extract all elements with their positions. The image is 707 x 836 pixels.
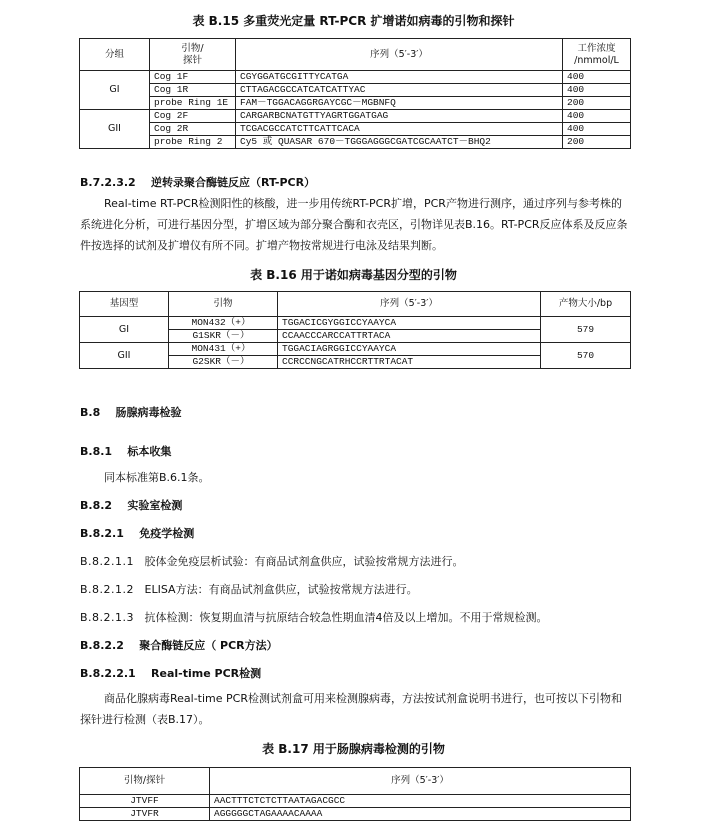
- section-title: 标本收集: [127, 445, 172, 458]
- sequence-cell: CGYGGATGCGITTYCATGA: [236, 71, 563, 84]
- col-size-header: 产物大小/bp: [541, 292, 631, 317]
- table-row: [80, 110, 631, 123]
- conc-cell: 200: [563, 97, 631, 110]
- primer-cell: Cog 1R: [150, 84, 236, 97]
- table-b15-caption: 表 B.15 多重荧光定量 RT-PCR 扩增诺如病毒的引物和探针: [192, 14, 515, 28]
- table-b16: [79, 291, 631, 369]
- table-row: [80, 123, 631, 136]
- conc-cell: 400: [563, 110, 631, 123]
- table-row: [80, 71, 631, 84]
- table-row: [80, 343, 631, 356]
- section-heading-b822: [80, 637, 278, 653]
- sequence-cell: FAM－TGGACAGGRGAYCGC－MGBNFQ: [236, 97, 563, 110]
- primer-cell: Cog 1F: [150, 71, 236, 84]
- col-conc-header: [563, 39, 631, 71]
- col-primer-header: [150, 39, 236, 71]
- sequence-cell: CCAACCCARCCATTRTACA: [278, 330, 541, 343]
- section-heading-b8: [80, 404, 182, 420]
- section-title: Real-time PCR检测: [151, 667, 262, 680]
- col-primer-header: 引物/探针: [80, 768, 210, 795]
- section-heading-b7232: [80, 174, 315, 190]
- section-heading-b821: [80, 525, 194, 541]
- item-text: 抗体检测：恢复期血清与抗原结合较急性期血清4倍及以上增加。不用于常规检测。: [144, 611, 548, 624]
- sequence-cell: Cy5 或 QUASAR 670－TGGGAGGGCGATCGCAATCT－BHQ2: [236, 136, 563, 149]
- col-sequence-header: 序列（5′-3′）: [236, 39, 563, 71]
- sequence-cell: CCRCCNGCATRHCCRTTRTACAT: [278, 356, 541, 369]
- item-number: B.8.2.1.2: [80, 583, 135, 596]
- section-title: 实验室检测: [127, 499, 183, 512]
- table-row: [80, 795, 631, 808]
- section-number: B.8: [80, 406, 101, 419]
- primer-cell: JTVFF: [80, 795, 210, 808]
- item-b8212: [80, 581, 418, 597]
- primer-cell: G1SKR（－）: [169, 330, 278, 343]
- section-title: 免疫学检测: [139, 527, 195, 540]
- table-b15: [79, 38, 631, 149]
- primer-cell: Cog 2R: [150, 123, 236, 136]
- sequence-cell: CARGARBCNATGTTYAGRTGGATGAG: [236, 110, 563, 123]
- size-cell: 570: [541, 343, 631, 369]
- col-group-header: 分组: [80, 39, 150, 71]
- section-title: 聚合酶链反应（ PCR方法）: [139, 639, 278, 652]
- sequence-cell: TGGACIAGRGGICCYAAYCA: [278, 343, 541, 356]
- primer-cell: probe Ring 2: [150, 136, 236, 149]
- conc-header-line2: /nmmol/L: [574, 54, 619, 66]
- section-heading-b81: [80, 443, 171, 459]
- table-header-row: [80, 39, 631, 71]
- genotype-cell: GI: [80, 317, 169, 343]
- table-row: [80, 97, 631, 110]
- col-primer-header: 引物: [169, 292, 278, 317]
- col-genotype-header: 基因型: [80, 292, 169, 317]
- genotype-cell: GII: [80, 343, 169, 369]
- section-heading-b8221: [80, 665, 261, 681]
- primer-cell: MON432（+）: [169, 317, 278, 330]
- sequence-cell: TGGACICGYGGICCYAAYCA: [278, 317, 541, 330]
- primer-cell: JTVFR: [80, 808, 210, 821]
- paragraph-text: 商品化腺病毒Real-time PCR检测试剂盒可用来检测腺病毒，方法按试剂盒说明书进行，也可按以下引物和探针进行检测（表B.17）。: [80, 692, 622, 726]
- section-title: 逆转录聚合酶链反应（RT-PCR）: [151, 176, 316, 189]
- item-text: ELISA方法：有商品试剂盒供应，试验按常规方法进行。: [144, 583, 418, 596]
- conc-header-line1: 工作浓度: [577, 42, 616, 54]
- section-number: B.7.2.3.2: [80, 176, 136, 189]
- sequence-cell: TCGACGCCATCTTCATTCACA: [236, 123, 563, 136]
- group-cell: GII: [80, 110, 150, 149]
- conc-cell: 200: [563, 136, 631, 149]
- conc-cell: 400: [563, 123, 631, 136]
- primer-cell: MON431（+）: [169, 343, 278, 356]
- item-number: B.8.2.1.3: [80, 611, 135, 624]
- col-sequence-header: 序列（5′-3′）: [278, 292, 541, 317]
- sequence-cell: AACTTTCTCTCTTAATAGACGCC: [210, 795, 631, 808]
- section-heading-b82: [80, 497, 182, 513]
- item-number: B.8.2.1.1: [80, 555, 135, 568]
- table-row: [80, 317, 631, 330]
- section-number: B.8.2.2.1: [80, 667, 136, 680]
- primer-header-line2: 探针: [182, 54, 202, 66]
- primer-cell: G2SKR（－）: [169, 356, 278, 369]
- conc-cell: 400: [563, 71, 631, 84]
- section-number: B.8.2.2: [80, 639, 124, 652]
- primer-header-line1: 引物/: [181, 42, 204, 54]
- table-b16-caption: 表 B.16 用于诺如病毒基因分型的引物: [250, 268, 457, 282]
- item-b8213: [80, 609, 548, 625]
- table-header-row: [80, 768, 631, 795]
- group-cell: GI: [80, 71, 150, 110]
- table-row: [80, 808, 631, 821]
- paragraph-realtime: [80, 688, 628, 730]
- section-title: 肠腺病毒检验: [115, 406, 182, 419]
- table-row: [80, 136, 631, 149]
- size-cell: 579: [541, 317, 631, 343]
- item-text: 胶体金免疫层析试验：有商品试剂盒供应，试验按常规方法进行。: [144, 555, 464, 568]
- text-b81: 同本标准第B.6.1条。: [104, 471, 210, 484]
- section-number: B.8.2: [80, 499, 113, 512]
- col-sequence-header: 序列（5′-3′）: [210, 768, 631, 795]
- conc-cell: 400: [563, 84, 631, 97]
- table-header-row: [80, 292, 631, 317]
- item-b8211: [80, 553, 464, 569]
- section-number: B.8.2.1: [80, 527, 124, 540]
- table-b17-caption: 表 B.17 用于肠腺病毒检测的引物: [262, 742, 445, 756]
- paragraph-rtpcr: [80, 193, 628, 256]
- primer-cell: probe Ring 1E: [150, 97, 236, 110]
- paragraph-text: Real-time RT-PCR检测阳性的核酸，进一步用传统RT-PCR扩增，PCR产物进行测序，通过序列与参考株的系统进化分析，可进行基因分型，扩增区域为部分聚合酶和衣壳区，引物详见表B.16。RT-PCR反应体系及反应条件按选择的试剂及扩增仪有所不同。扩增产物按常规进行电泳及结果判断。: [80, 197, 628, 252]
- table-b17: [79, 767, 631, 821]
- section-number: B.8.1: [80, 445, 113, 458]
- sequence-cell: AGGGGGCTAGAAAACAAAA: [210, 808, 631, 821]
- sequence-cell: CTTAGACGCCATCATCATTYAC: [236, 84, 563, 97]
- primer-cell: Cog 2F: [150, 110, 236, 123]
- table-row: [80, 84, 631, 97]
